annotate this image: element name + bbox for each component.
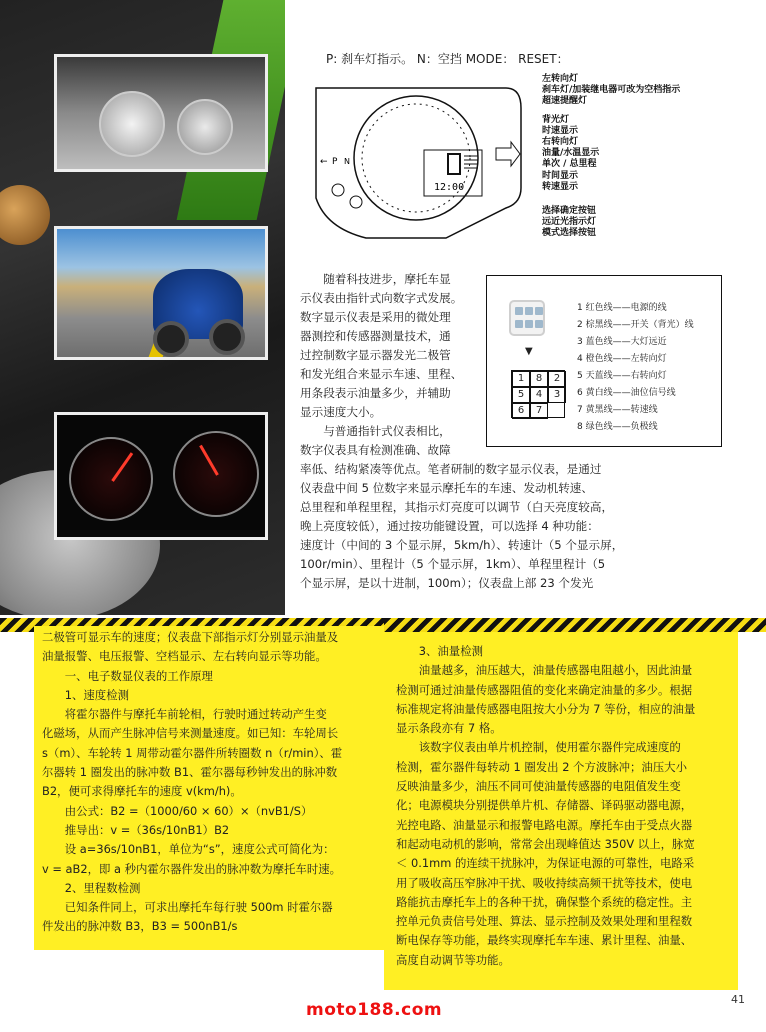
lit-tacho — [173, 431, 259, 517]
dashboard-diagram — [306, 78, 526, 248]
fuel-bars — [464, 156, 478, 168]
hatch-strip-right — [384, 618, 766, 632]
pin-cell: 6 — [512, 403, 530, 419]
page-number: 41 — [731, 993, 745, 1006]
left-column-text: 二极管可显示车的速度；仪表盘下部指示灯分别显示油量及 油量报警、电压报警、空档显示、左右转向显示等功能。 一、电子数显仪表的工作原理 1、速度检测 将霍尔器件与摩托车前轮相，行驶时通过转动产生变 化磁场，从而产生脉冲信号来测量速度。如已知：车轮周长 s（m）、车轮转 1 周带动霍尔器件所转圈数 n（r/min）、霍 尔器转 1 圈发出的脉冲数 B1、霍尔器每秒钟发出的脉冲数 B2，便可求得摩托车的速度 v(km/h)。 由公式：B2 =（1000/60 × 60）×（nvB1/S） 推导出：v =（36s/10nB1）B2 设 a=36s/10nB1，单位为“s”，速度公式可简化为： v = aB2，即 a 秒内霍尔器件发出的脉冲数为摩托车时速。 2、里程数检测 已知条件同上，可求出摩托车每行驶 500m 时霍尔器 件发出的脉冲数 B3，B3 = 500nB1/s — [42, 630, 343, 934]
callout-speed: 时速显示 — [542, 125, 579, 136]
clock-readout: 12:00 — [434, 182, 465, 193]
header-line: P: 刹车灯指示。 N：空挡 MODE： RESET： — [326, 52, 569, 66]
callout-overspeed: 超速提醒灯 — [542, 96, 588, 107]
callout-brake: 刹车灯/加装继电器可改为空档指示 — [542, 85, 681, 96]
wire-legend: 1 红色线——电源的线 2 棕黑线——开关（背光）线 3 蓝色线——大灯远近 4 橙色线——左转向灯 5 天蓝线——右转向灯 6 黄白线——油位信号线 7 黄黑线——转速线 8 绿色线——负极线 — [577, 303, 694, 432]
photo-instrument-cluster — [54, 54, 268, 172]
photo-lit-gauges — [54, 412, 268, 540]
callout-left-turn: 左转向灯 — [542, 74, 579, 84]
lit-speedo — [69, 437, 153, 521]
callout-rpm: 转速显示 — [542, 181, 579, 192]
photo-rider — [54, 226, 268, 360]
right-arrow-icon — [496, 142, 520, 166]
reset-button-icon — [350, 196, 362, 208]
speedo-gauge-graphic — [99, 91, 165, 157]
pin-cell: 7 — [530, 403, 548, 419]
pin-cell: 2 — [548, 371, 566, 387]
photo-collage — [0, 0, 285, 615]
wide-paragraph: 率低、结构紧凑等优点。笔者研制的数字显示仪表，是通过 仪表盘中间 5 位数字来显示摩托车的车速、发动机转速、 总里程和单程里程，其指示灯亮度可以调节（白天亮度较高， 晚上亮度较低），通过按功能键设置，可以选择 4 种功能： 速度计（中间的 3 个显示屏，5km/h）、转速计（5 个显示屏， 100r/min）、里程计（5 个显示屏，1km）、单程里程计（5 个显示屏，是以十进制，100m）；仪表盘上部 23 个发光 — [300, 462, 624, 590]
gold-fork-cap — [0, 185, 50, 245]
callout-mode-button: 模式选择按钮 — [542, 228, 597, 239]
intro-paragraph: 随着科技进步，摩托车显 示仪表由指针式向数字式发展。 数字显示仪表是采用的微处理 器测控和传感器测量技术，通 过控制数字显示器发光二极管 和发光组合来显示车速、里程、 用条段表示油量多少，并辅助 显示速度大小。 与普通指针式仪表相比， 数字仪表具有检测准确、故障 — [300, 272, 463, 457]
watermark: moto188.com — [306, 1000, 443, 1020]
right-column-text: 3、油量检测 油量越多，油压越大，油量传感器电阻越小，因此油量 检测可通过油量传感器阻值的变化来确定油量的多少。根据 标准规定将油量传感器电阻按大小分为 7 等份，相应的油量 显示条段亦有 7 格。 该数字仪表由单片机控制，使用霍尔器件完成速度的 检测，霍尔器件每转动 1 圈发出 2 个方波脉冲；油压大小 反映油量多少，油压不同可使油量传感器的电阻值发生变 化；电源模块分别提供单片机、存储器、译码驱动器电源， 光控电路、油量显示和报警电路电源。摩托车由于受点火器 和起动电动机的影响，常常会出现峰值达 350V 以上，脉宽 ＜ 0.1mm 的连续干扰脉冲，为保证电源的可靠性，电路采 用了吸收高压窄脉冲干扰、吸收持续高频干扰等技术，使电 路能抗击摩托车上的各种干扰，确保整个系统的稳定性。主 控单元负责信号处理、算法、显示控制及效果处理和里程数 断电保存等功能，最终实现摩托车车速、累计里程、油量、 高度自动调节等功能。 — [396, 644, 696, 967]
callout-select-button: 选择确定按钮 — [542, 205, 597, 216]
callout-fuel-temp: 油量/水温显示 — [542, 148, 600, 159]
callout-backlight: 背光灯 — [542, 114, 570, 125]
pin-grid — [511, 370, 565, 418]
front-wheel — [153, 321, 189, 357]
pin-cell: 5 — [512, 387, 530, 403]
callout-trip: 单次 / 总里程 — [542, 159, 597, 170]
tacho-gauge-graphic — [177, 99, 233, 155]
p-indicator-icon: P — [332, 157, 338, 167]
pin-cell: 4 — [530, 387, 548, 403]
connector-icon — [509, 300, 545, 336]
mode-button-icon — [332, 184, 344, 196]
tacho-needle — [199, 445, 219, 476]
speedo-needle — [111, 452, 133, 482]
pin-cell: 8 — [530, 371, 548, 387]
pin-cell: 3 — [548, 387, 566, 403]
callout-labels — [542, 74, 680, 239]
left-arrow-icon: ← — [320, 157, 328, 167]
lcd-digit — [448, 154, 460, 174]
callout-beam: 远近光指示灯 — [542, 217, 597, 228]
down-arrow-icon: ▼ — [525, 346, 533, 357]
n-indicator-icon: N — [344, 157, 350, 166]
callout-time: 时间显示 — [542, 170, 579, 181]
callout-right-turn: 右转向灯 — [542, 136, 579, 147]
pin-cell: 1 — [512, 371, 530, 387]
wiring-diagram-box — [486, 275, 722, 447]
rear-wheel — [209, 319, 245, 355]
